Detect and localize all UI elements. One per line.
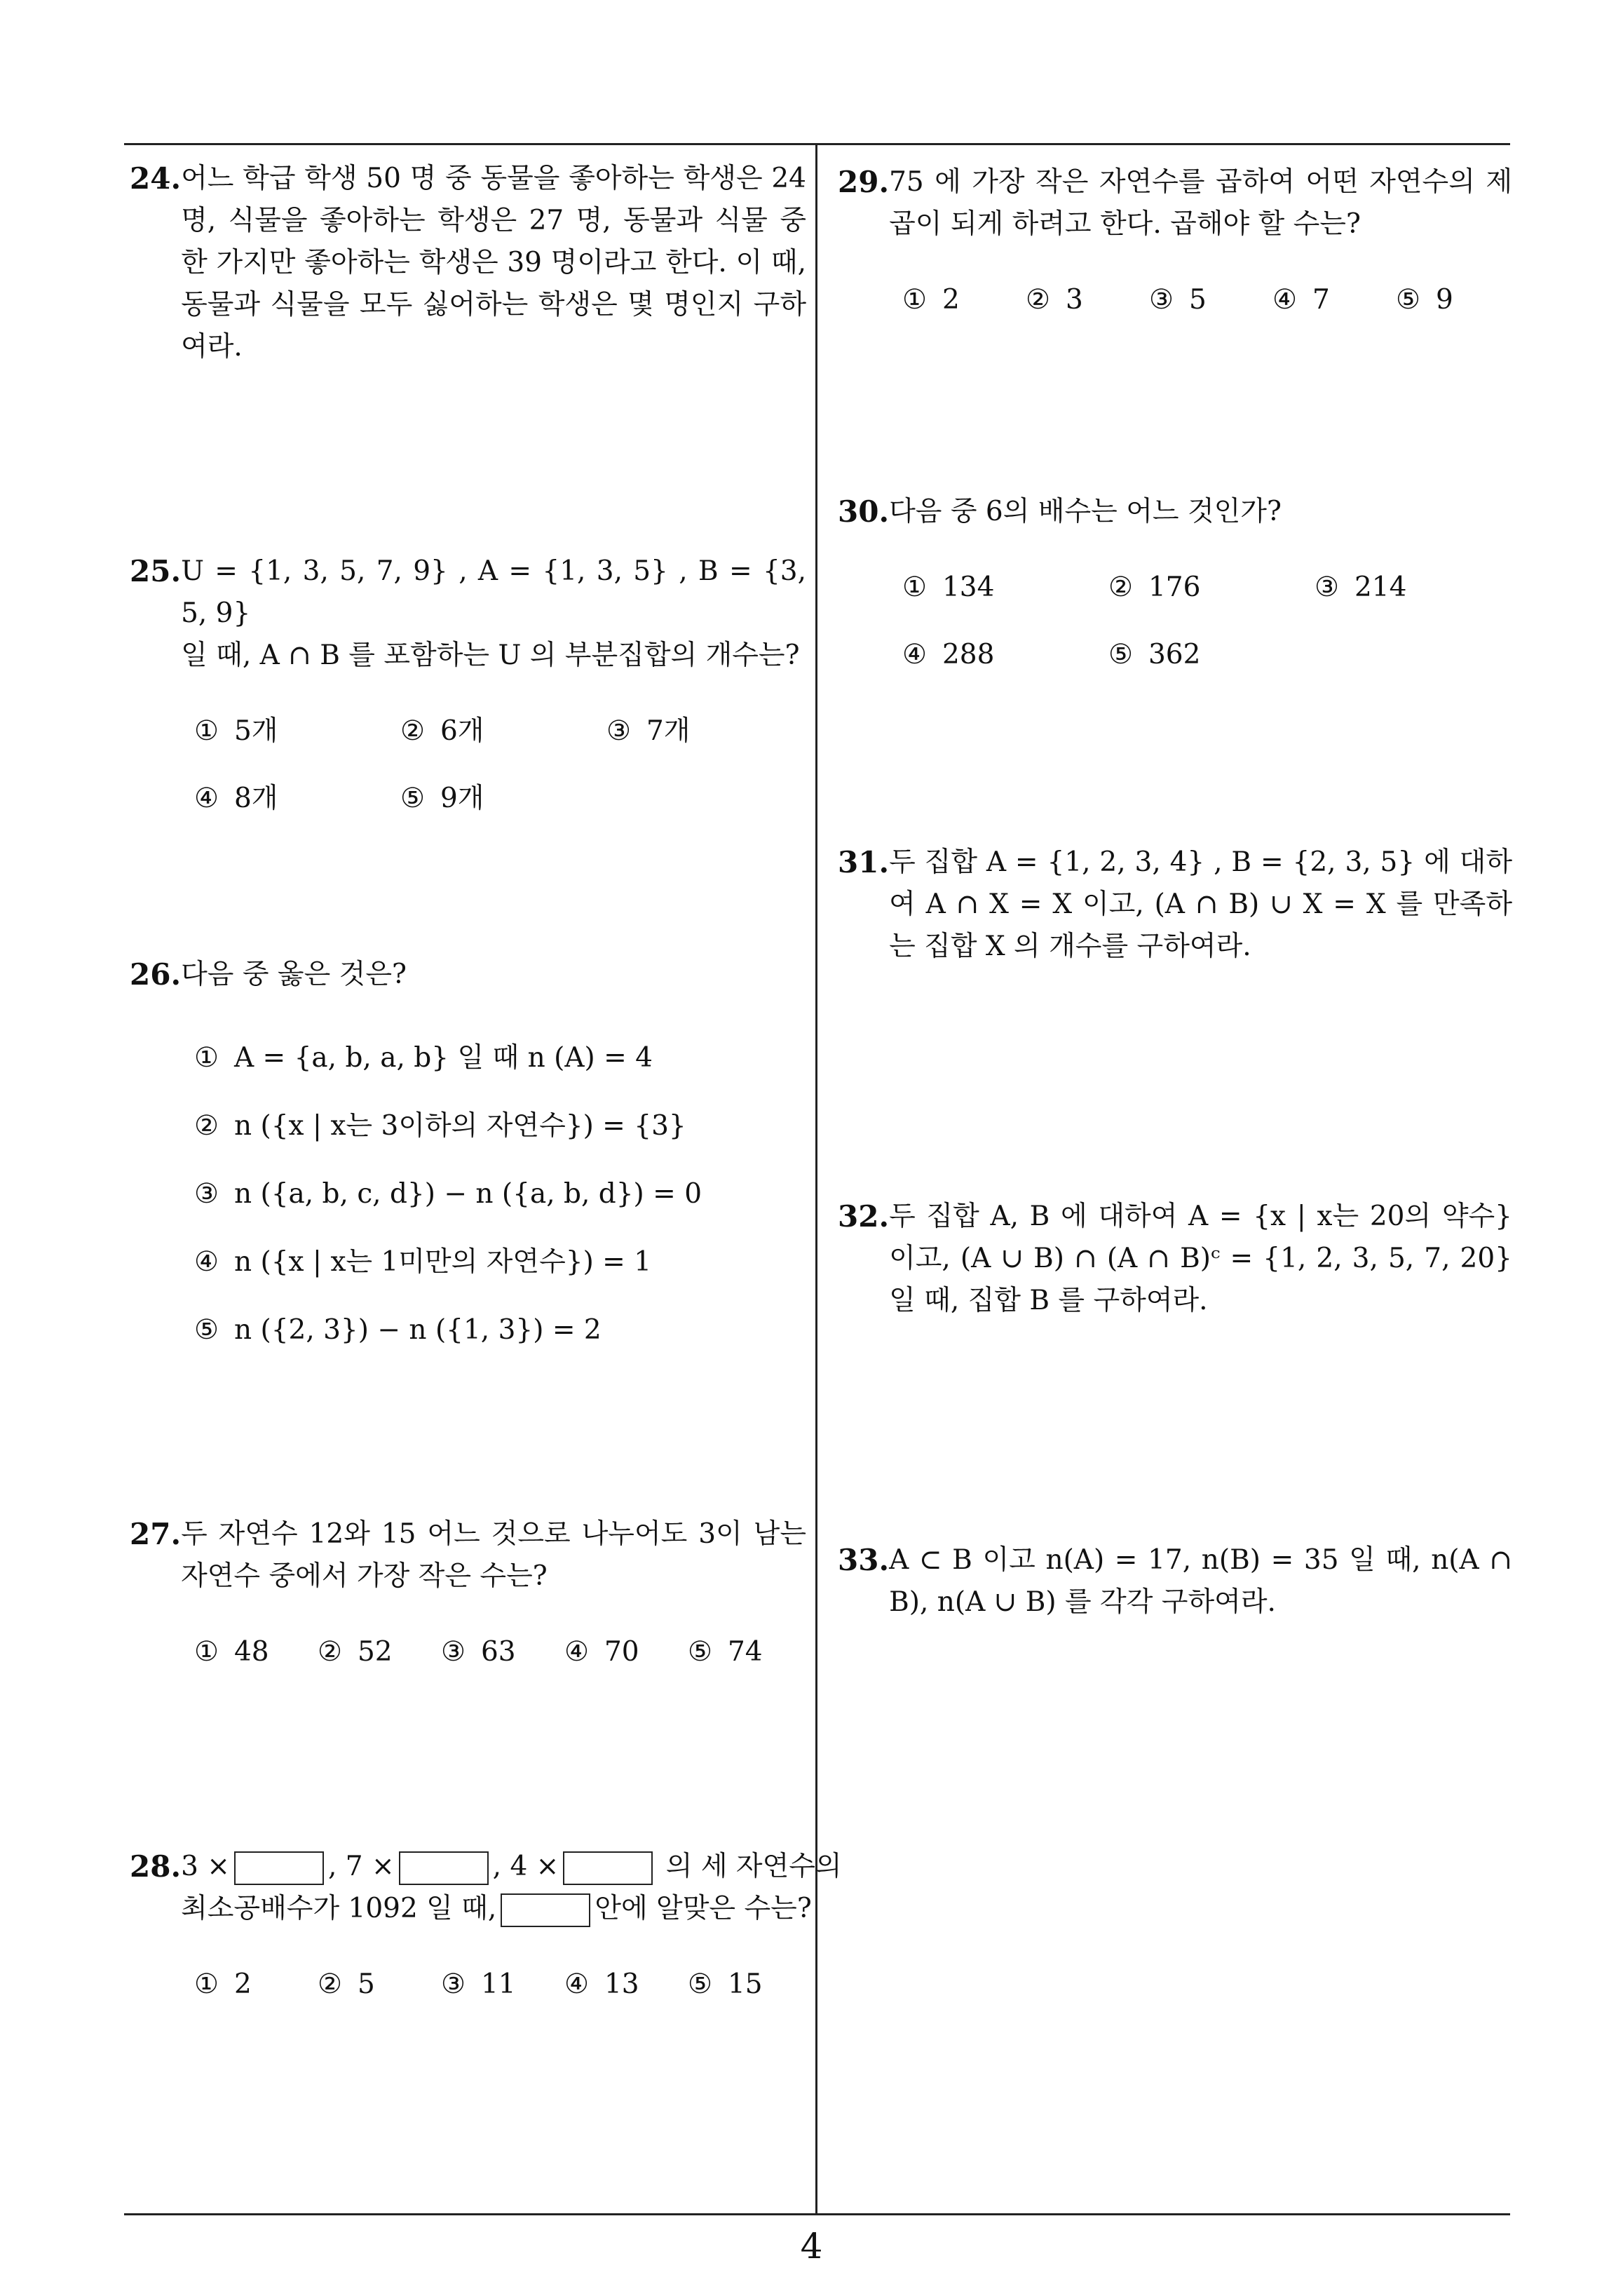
choice-1[interactable]: ① 2 <box>902 284 960 316</box>
question-text-line-1: U = {1, 3, 5, 7, 9} , A = {1, 3, 5} , B = {3, 5, 9} <box>181 555 806 629</box>
choice-2[interactable]: ② n ({x | x는 3이하의 자연수}) = {3} <box>194 1109 686 1142</box>
question-text: 두 자연수 12와 15 어느 것으로 나누어도 3이 남는 자연수 중에서 가장 작은 수는? <box>181 1518 806 1592</box>
choice-4[interactable]: ④ 8개 <box>194 783 278 814</box>
question-number: 30. <box>838 494 890 529</box>
choice-2[interactable]: ② 176 <box>1108 572 1201 603</box>
question-24 <box>130 158 806 368</box>
question-text: 다음 중 옳은 것은? <box>181 959 407 990</box>
choice-1[interactable]: ① A = {a, b, a, b} 일 때 n (A) = 4 <box>194 1041 653 1074</box>
question-33 <box>838 1539 1512 1623</box>
question-27 <box>130 1513 806 1686</box>
question-31 <box>838 842 1512 968</box>
question-number: 29. <box>838 165 890 199</box>
choice-1[interactable]: ① 134 <box>902 572 995 603</box>
question-28: 28. 3 × , 7 × , 4 × 의 세 자연수의 최소공배수가 1092 일 때, 안에 알맞은 수는? ① 2 ② 5 ③ 11 ④ 13 ⑤ 15 <box>130 1846 806 2018</box>
choice-3[interactable]: ③ 214 <box>1315 572 1407 603</box>
choice-2[interactable]: ② 3 <box>1026 284 1083 316</box>
choice-5[interactable]: ⑤ 362 <box>1108 639 1201 670</box>
choice-2[interactable]: ② 52 <box>318 1636 393 1668</box>
choice-4[interactable]: ④ 13 <box>564 1969 639 2000</box>
question-text: 75 에 가장 작은 자연수를 곱하여 어떤 자연수의 제곱이 되게 하려고 한다. 곱해야 할 수는? <box>889 166 1512 240</box>
question-26 <box>130 954 806 1364</box>
choice-3[interactable]: ③ 63 <box>441 1636 516 1668</box>
choice-5[interactable]: ⑤ 9 <box>1396 284 1453 316</box>
choice-list <box>838 266 1512 334</box>
question-32 <box>838 1196 1512 1322</box>
answer-blank <box>563 1851 653 1885</box>
choice-1[interactable]: ① 5개 <box>194 715 278 747</box>
choice-2[interactable]: ② 6개 <box>400 715 484 747</box>
choice-3[interactable]: ③ n ({a, b, c, d}) − n ({a, b, d}) = 0 <box>194 1177 702 1210</box>
choice-1[interactable]: ① 2 <box>194 1969 252 2000</box>
question-text-line-2: 일 때, A ∩ B 를 포함하는 U 의 부분집합의 개수는? <box>181 640 800 671</box>
question-text: A ⊂ B 이고 n(A) = 17, n(B) = 35 일 때, n(A ∩ B), n(A ∪ B) 를 각각 구하여라. <box>889 1544 1512 1618</box>
question-text: 어느 학급 학생 50 명 중 동물을 좋아하는 학생은 24 명, 식물을 좋아하는 학생은 27 명, 동물과 식물 중 한 가지만 좋아하는 학생은 39 명이라고 한다. 이 때, 동물과 식물을 모두 싫어하는 학생은 몇 명인지 구하여라. <box>181 163 806 363</box>
question-number: 26. <box>130 957 182 992</box>
choice-5[interactable]: ⑤ 9개 <box>400 783 484 814</box>
choice-1[interactable]: ① 48 <box>194 1636 269 1668</box>
bottom-rule <box>124 2213 1510 2215</box>
question-number: 32. <box>838 1199 890 1234</box>
question-number: 24. <box>130 161 182 196</box>
question-number: 33. <box>838 1543 890 1577</box>
question-29 <box>838 161 1512 334</box>
choice-4[interactable]: ④ 70 <box>564 1636 639 1668</box>
choice-list <box>130 698 806 832</box>
choice-4[interactable]: ④ n ({x | x는 1미만의 자연수}) = 1 <box>194 1245 652 1278</box>
question-number: 28. <box>130 1849 182 1884</box>
question-text: 두 집합 A, B 에 대하여 A = {x | x는 20의 약수} 이고, (A ∪ B) ∩ (A ∩ B)ᶜ = {1, 2, 3, 5, 7, 20} 일 때, 집합 B 를 구하여라. <box>889 1201 1512 1316</box>
choice-3[interactable]: ③ 11 <box>441 1969 516 2000</box>
choice-list <box>838 554 1512 689</box>
choice-3[interactable]: ③ 5 <box>1149 284 1207 316</box>
question-number: 25. <box>130 554 182 588</box>
choice-5[interactable]: ⑤ 15 <box>688 1969 763 2000</box>
answer-blank <box>234 1851 324 1885</box>
question-number: 31. <box>838 845 890 879</box>
page-number: 4 <box>800 2226 823 2267</box>
choice-2[interactable]: ② 5 <box>318 1969 375 2000</box>
choice-4[interactable]: ④ 7 <box>1272 284 1330 316</box>
answer-blank <box>501 1893 590 1927</box>
choice-4[interactable]: ④ 288 <box>902 639 995 670</box>
question-number: 27. <box>130 1517 182 1551</box>
question-30 <box>838 491 1512 689</box>
choice-list <box>130 1619 806 1686</box>
question-25 <box>130 551 806 832</box>
choice-5[interactable]: ⑤ n ({2, 3}) − n ({1, 3}) = 2 <box>194 1314 602 1346</box>
answer-blank <box>399 1851 489 1885</box>
question-text: 다음 중 6의 배수는 어느 것인가? <box>889 496 1282 527</box>
question-text: 두 집합 A = {1, 2, 3, 4} , B = {2, 3, 5} 에 대하여 A ∩ X = X 이고, (A ∩ B) ∪ X = X 를 만족하는 집합 X 의 개수를 구하여라. <box>889 846 1512 962</box>
choice-list <box>130 1024 806 1364</box>
choice-3[interactable]: ③ 7개 <box>606 715 691 747</box>
choice-list <box>130 1951 806 2018</box>
choice-5[interactable]: ⑤ 74 <box>688 1636 763 1668</box>
